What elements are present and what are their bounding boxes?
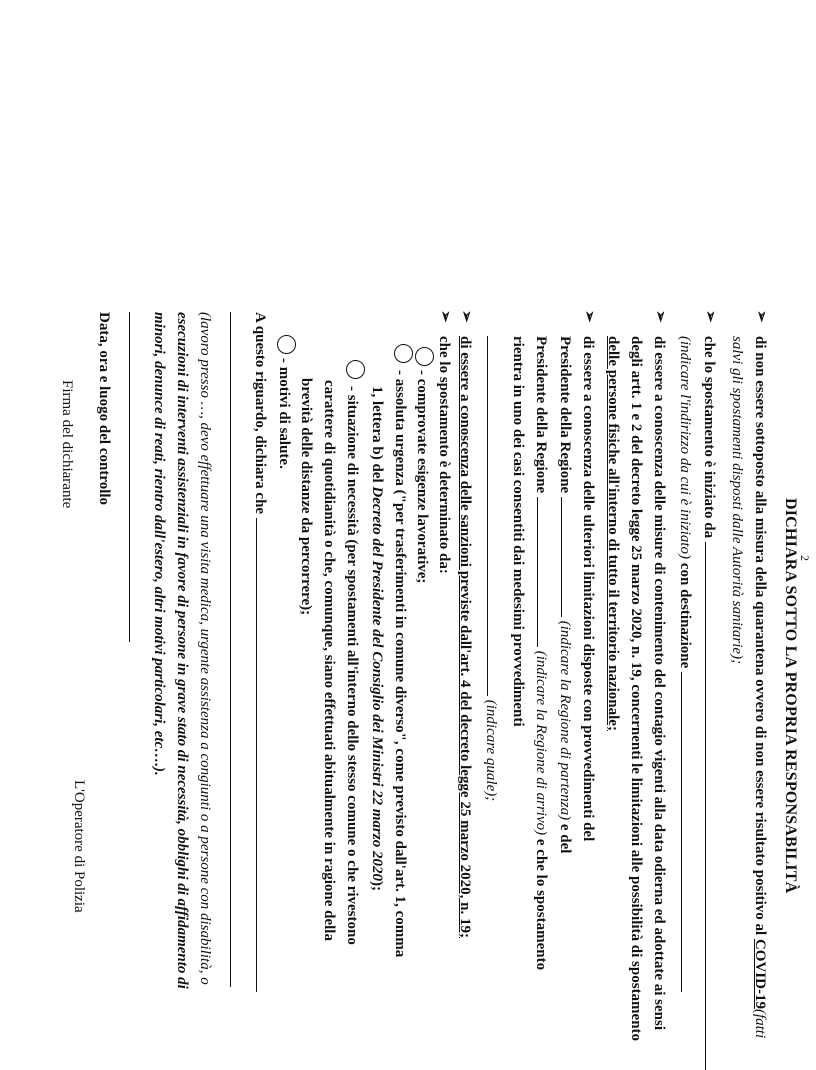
arrow-bullet-icon: ➢: [702, 310, 718, 323]
spostamento-text: che lo spostamento è iniziato da: [701, 336, 717, 539]
covid-statement-line2: salvi gli spostamenti disposti dalle Autorità sanitarie);: [729, 336, 745, 665]
option-lavorative: - comprovate esigenze lavorative;: [414, 370, 430, 584]
regione-partenza-field[interactable]: [561, 497, 576, 617]
option-necessita-line2: carattere di quotidianità o che, comunque, siano effettuati abitualmente in ragione della: [321, 380, 337, 941]
partenza-hint: (indicare la Regione di partenza): [557, 620, 573, 821]
urgenza-ref-text: 1, lettera b) del: [369, 386, 385, 487]
spostamento-destination: [673, 336, 696, 992]
data-ora-luogo-label: Data, ora e luogo del controllo: [96, 312, 112, 506]
spostamento-label: [697, 336, 720, 1070]
radio-motivi-salute[interactable]: [277, 335, 296, 354]
option-salute: - motivi di salute.: [276, 358, 292, 469]
questo-text: A questo riguardo, dichiara che: [252, 312, 268, 515]
covid-statement-line1: [748, 336, 771, 1038]
destination-field[interactable]: [681, 672, 696, 992]
provvedimento-field[interactable]: [487, 336, 502, 696]
firma-dichiarante-label: Firma del dichiarante: [59, 380, 75, 509]
arrow-bullet-icon: ➢: [652, 310, 668, 323]
presidente-partenza-label: Presidente della Regione: [557, 336, 573, 494]
radio-assoluta-urgenza[interactable]: [394, 344, 413, 363]
rientra-text: e che lo spostamento: [533, 835, 549, 971]
questo-riguardo: [248, 312, 271, 992]
indicare-quale-hint: (indicare quale);: [483, 699, 499, 802]
page-number: 2: [798, 555, 812, 561]
radio-situazione-necessita[interactable]: [346, 360, 365, 379]
regione-arrivo-row: [529, 336, 552, 970]
sanzioni-line: di essere a conoscenza delle sanzioni previste dall'art. 4 del decreto legge 25 marzo 2020, n. 19;: [457, 336, 473, 938]
motivazione-field[interactable]: [256, 518, 271, 992]
ulteriori-line1: di essere a conoscenza delle ulteriori limitazioni disposte con provvedimenti del: [580, 336, 596, 842]
example-line1: (lavoro presso …, devo effettuare una visita medica, urgente assistenza a congiunti o a persone con disabilità, o: [197, 312, 213, 985]
radio-esigenze-lavorative[interactable]: [415, 347, 434, 366]
destination-label: con destinazione: [677, 559, 693, 669]
arrow-bullet-icon: ➢: [581, 310, 597, 323]
arrow-bullet-icon: ➢: [753, 310, 769, 323]
motivazione-continuation-field[interactable]: [230, 312, 231, 987]
option-necessita-line1: - situazione di necessità (per spostamenti all'interno dello stesso comune o che rivestono: [344, 386, 360, 945]
option-urgenza-line2: [365, 386, 388, 891]
arrivo-hint: (indicare la Regione di arrivo): [533, 650, 549, 836]
covid-note-start: (fatti: [752, 1008, 768, 1039]
e-del-text: e del: [557, 820, 573, 854]
operatore-polizia-label: L'Operatore di Polizia: [71, 780, 87, 913]
page-title: DICHIARA SOTTO LA PROPRIA RESPONSABILITÀ: [782, 498, 799, 894]
example-line3: minori, denunce di reati, rientro dall'estero, altri motivi particolari, etc….).: [151, 312, 167, 776]
option-urgenza-line1: - assoluta urgenza ("per trasferimenti in comune diverso", come previsto dall'art. 1, comma: [392, 370, 408, 958]
arrow-bullet-icon: ➢: [458, 310, 474, 323]
indicare-quale-row: [479, 336, 502, 801]
arrow-bullet-icon: ➢: [437, 310, 453, 323]
regione-arrivo-field[interactable]: [537, 497, 552, 647]
dpcm-ref: Decreto del Presidente del Consiglio dei Ministri 22 marzo 2020: [369, 486, 385, 881]
origin-address-field[interactable]: [705, 542, 720, 1070]
covid-term: COVID-19: [752, 938, 768, 1009]
misure-line3: delle persone fisiche all'interno di tutto il territorio nazionale;: [605, 336, 621, 731]
origin-hint: (indicare l'indirizzo da cui è iniziato): [677, 336, 693, 560]
determinato-label: che lo spostamento è determinato da:: [436, 336, 452, 574]
data-ora-luogo-field[interactable]: [129, 312, 130, 642]
rientra-line: rientra in uno dei casi consentiti dai medesimi provvedimenti: [510, 336, 526, 727]
presidente-arrivo-label: Presidente della Regione: [533, 336, 549, 494]
option-necessita-line3: brevità delle distanze da percorrere);: [298, 378, 314, 616]
misure-line2: degli artt. 1 e 2 del decreto legge 25 marzo 2020, n. 19, concernenti le limitazioni alle possibilità di spostamento: [628, 336, 644, 1042]
urgenza-ref-end: );: [369, 880, 385, 891]
example-line2: esecuzioni di interventi assistenziali in favore di persone in grave stato di necessità, obblighi di affidamento di: [174, 312, 190, 989]
covid-text: di non essere sottoposto alla misura della quarantena ovvero di non essere risultato positivo al: [752, 336, 768, 939]
regione-partenza-row: [553, 336, 576, 853]
misure-line1: di essere a conoscenza delle misure di contenimento del contagio vigenti alla data odierna ed adottate ai sensi: [651, 336, 667, 1030]
